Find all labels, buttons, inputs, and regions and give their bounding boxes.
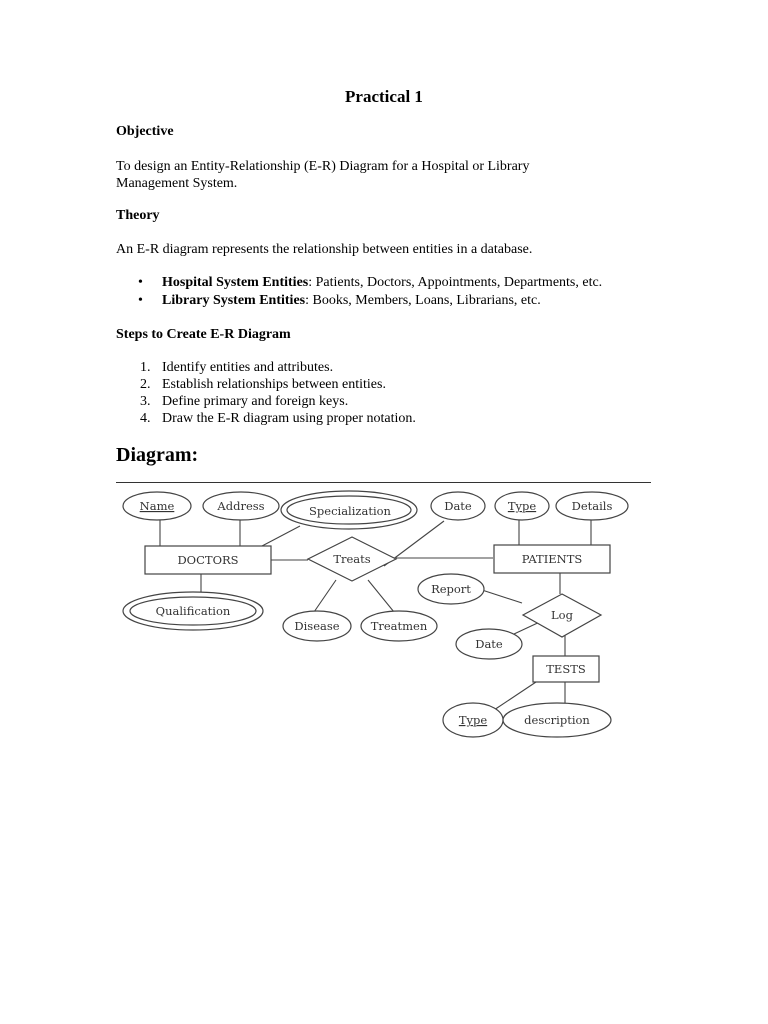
- er-diagram: [110, 486, 630, 746]
- diagram-divider: [116, 482, 651, 483]
- diagram-heading: Diagram:: [116, 444, 199, 466]
- connector-report-log: [482, 590, 522, 603]
- entity-patients-label: PATIENTS: [521, 552, 583, 566]
- entity-tests-label: TESTS: [546, 662, 586, 676]
- bullet-text: : Books, Members, Loans, Librarians, etc.: [305, 293, 541, 308]
- connector-specialization-doctors: [262, 526, 300, 546]
- attr-treatment-label: Treatmen: [370, 619, 428, 633]
- objective-line-1: To design an Entity-Relationship (E-R) Diagram for a Hospital or Library: [116, 159, 530, 174]
- bullet-label: Library System Entities: [162, 293, 306, 308]
- bullet-library: [116, 292, 602, 310]
- step-number: 4.: [140, 411, 151, 426]
- entity-bullet-list: [116, 274, 602, 310]
- objective-heading: Objective: [116, 124, 174, 139]
- attr-date-treats-label: Date: [444, 499, 472, 513]
- step-text: Define primary and foreign keys.: [162, 394, 349, 409]
- step-item: [116, 376, 416, 393]
- bullet-text: : Patients, Doctors, Appointments, Departments, etc.: [308, 275, 603, 290]
- theory-text: An E-R diagram represents the relationship between entities in a database.: [116, 242, 533, 257]
- attr-details-label: Details: [571, 499, 613, 513]
- attr-date-log-label: Date: [475, 637, 503, 651]
- attr-address-label: Address: [217, 499, 265, 513]
- attr-qualification-label: Qualification: [155, 604, 231, 618]
- bullet-label: Hospital System Entities: [162, 275, 309, 290]
- relationship-treats-label: Treats: [333, 552, 371, 566]
- relationship-log-label: Log: [551, 608, 573, 622]
- attr-name-label: Name: [139, 499, 175, 513]
- bullet-dot-icon: •: [138, 275, 143, 290]
- objective-line-2: Management System.: [116, 176, 238, 191]
- attr-type-patient-label: Type: [507, 499, 537, 513]
- step-number: 1.: [140, 360, 151, 375]
- step-item: [116, 393, 416, 410]
- steps-heading: Steps to Create E-R Diagram: [116, 327, 291, 342]
- theory-heading: Theory: [116, 208, 160, 223]
- connector-treats-treatment: [368, 580, 394, 612]
- attr-report-label: Report: [431, 582, 471, 596]
- attr-specialization-label: Specialization: [309, 504, 391, 518]
- attr-disease-label: Disease: [294, 619, 340, 633]
- step-text: Establish relationships between entities.: [162, 377, 386, 392]
- step-item: [116, 410, 416, 427]
- step-number: 3.: [140, 394, 151, 409]
- steps-list: [116, 359, 416, 427]
- attr-type-test-label: Type: [458, 713, 488, 727]
- entity-doctors-label: DOCTORS: [177, 553, 239, 567]
- attr-description-label: description: [524, 713, 590, 727]
- bullet-hospital: [116, 274, 602, 292]
- step-text: Draw the E-R diagram using proper notation.: [162, 411, 416, 426]
- step-number: 2.: [140, 377, 151, 392]
- connector-treats-disease: [314, 580, 336, 612]
- page-title: Practical 1: [345, 87, 423, 106]
- bullet-dot-icon: •: [138, 293, 143, 308]
- step-item: [116, 359, 416, 376]
- step-text: Identify entities and attributes.: [162, 360, 334, 375]
